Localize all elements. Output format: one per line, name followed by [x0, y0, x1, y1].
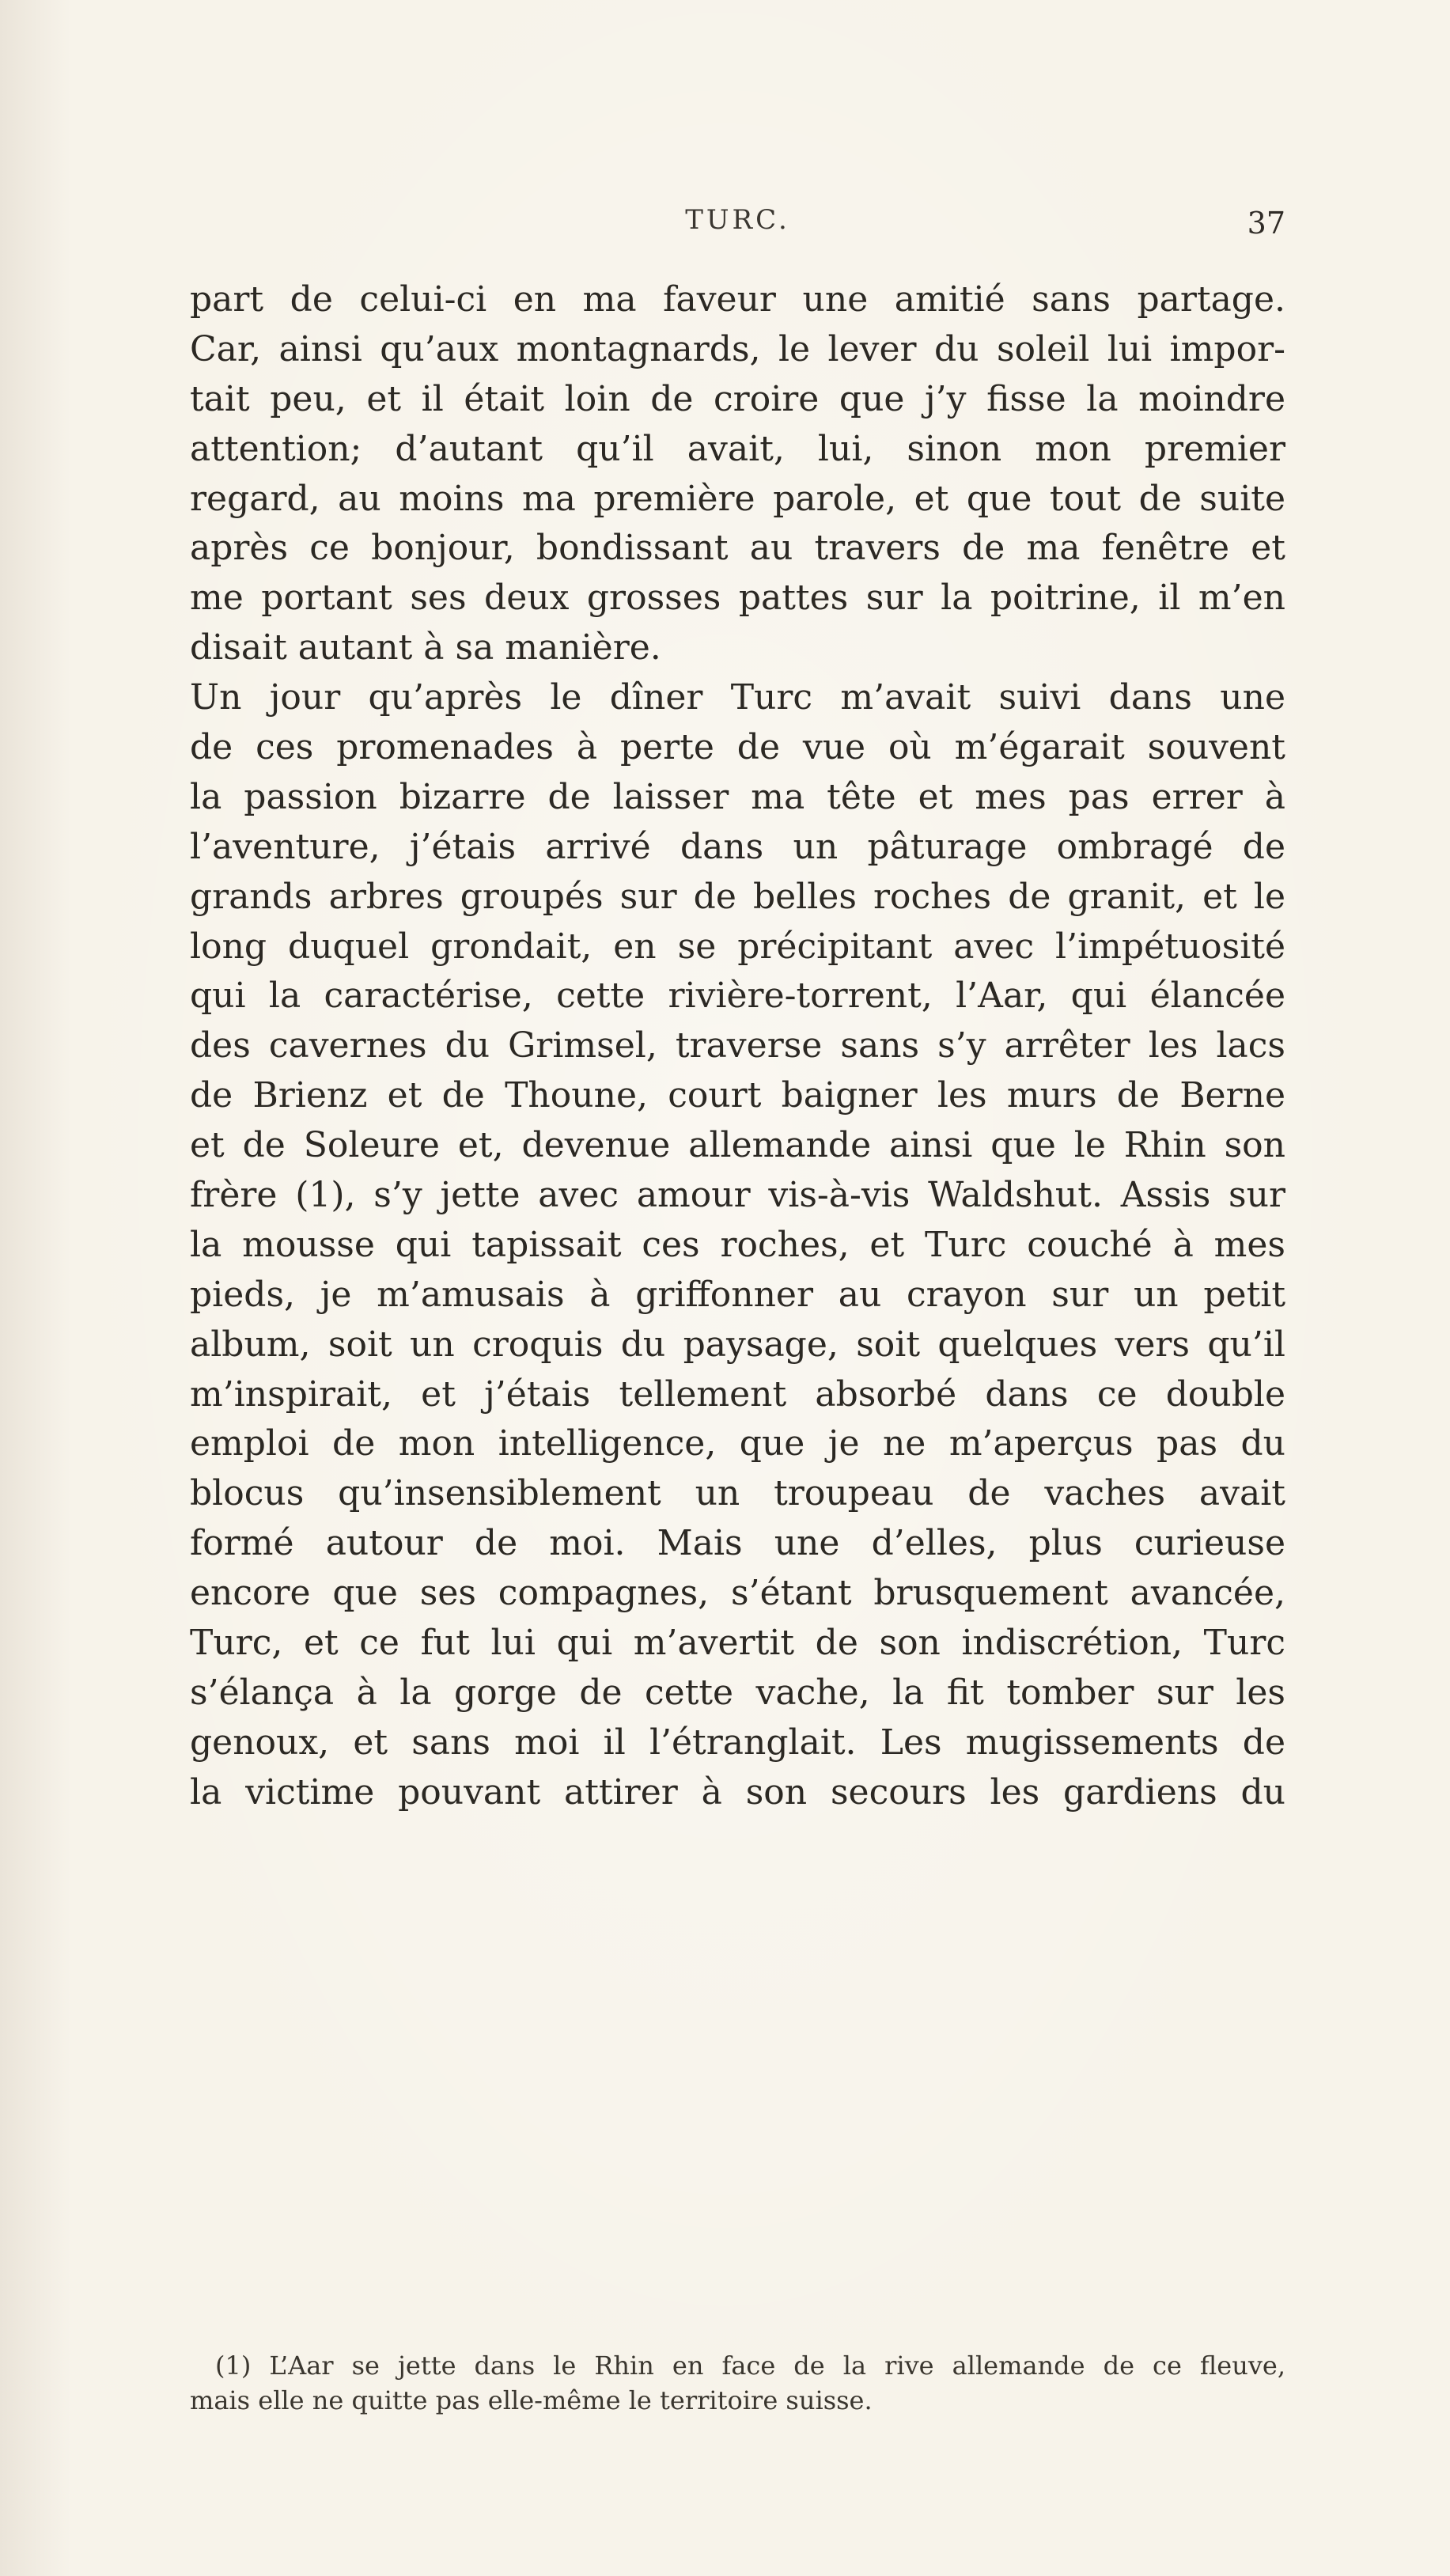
text-line: de Brienz et de Thoune, court baigner les murs de Berne [190, 1075, 1285, 1116]
text-line: disait autant à sa manière. [190, 627, 661, 669]
text-line: Car, ainsi qu’aux montagnards, le lever du soleil lui impor- [190, 328, 1285, 369]
text-line: frère (1), s’y jette avec amour vis-à-vis Waldshut. Assis sur [190, 1175, 1285, 1216]
text-line: album, soit un croquis du paysage, soit quelques vers qu’il [190, 1324, 1285, 1365]
text-line: l’aventure, j’étais arrivé dans un pâturage ombragé de [190, 826, 1285, 867]
text-line: de ces promenades à perte de vue où m’égarait souvent [190, 727, 1285, 768]
running-head: TURC. [685, 204, 790, 236]
text-line: la mousse qui tapissait ces roches, et Turc couché à mes [190, 1224, 1285, 1265]
text-line: part de celui-ci en ma faveur une amitié sans partage. [190, 279, 1285, 320]
text-line: grands arbres groupés sur de belles roches de granit, et le [190, 876, 1285, 917]
text-line: Turc, et ce fut lui qui m’avertit de son indiscrétion, Turc [190, 1623, 1285, 1664]
footnote [190, 2348, 1285, 2418]
text-line: s’élança à la gorge de cette vache, la fit tomber sur les [190, 1672, 1285, 1713]
text-line: tait peu, et il était loin de croire que j’y fisse la moindre [190, 378, 1285, 419]
page-header [190, 204, 1285, 252]
text-line: genoux, et sans moi il l’étranglait. Les mugissements de [190, 1722, 1285, 1763]
text-line: regard, au moins ma première parole, et que tout de suite [190, 478, 1285, 519]
footnote-line: mais elle ne quitte pas elle-même le territoire suisse. [190, 2385, 873, 2415]
text-line: Un jour qu’après le dîner Turc m’avait suivi dans une [190, 677, 1285, 718]
text-line: m’inspirait, et j’étais tellement absorbé dans ce double [190, 1373, 1285, 1415]
body-text [190, 275, 1285, 1818]
text-line: emploi de mon intelligence, que je ne m’aperçus pas du [190, 1423, 1285, 1464]
text-line: encore que ses compagnes, s’étant brusquement avancée, [190, 1573, 1285, 1614]
page-number: 37 [1247, 206, 1285, 241]
text-line: me portant ses deux grosses pattes sur la poitrine, il m’en [190, 578, 1285, 619]
text-line: la victime pouvant attirer à son secours les gardiens du [190, 1771, 1285, 1813]
text-line: la passion bizarre de laisser ma tête et mes pas errer à [190, 776, 1285, 817]
text-line: pieds, je m’amusais à griffonner au crayon sur un petit [190, 1274, 1285, 1315]
text-line: des cavernes du Grimsel, traverse sans s’y arrêter les lacs [190, 1025, 1285, 1066]
text-line: blocus qu’insensiblement un troupeau de vaches avait [190, 1473, 1285, 1514]
text-line: attention; d’autant qu’il avait, lui, sinon mon premier [190, 428, 1285, 469]
footnote-line: (1) L’Aar se jette dans le Rhin en face de la rive allemande de ce fleuve, [215, 2351, 1285, 2381]
text-line: après ce bonjour, bondissant au travers de ma fenêtre et [190, 528, 1285, 569]
text-line: formé autour de moi. Mais une d’elles, plus curieuse [190, 1523, 1285, 1564]
text-line: et de Soleure et, devenue allemande ainsi que le Rhin son [190, 1125, 1285, 1166]
text-line: qui la caractérise, cette rivière-torrent, l’Aar, qui élancée [190, 975, 1285, 1017]
text-line: long duquel grondait, en se précipitant avec l’impétuosité [190, 926, 1285, 967]
